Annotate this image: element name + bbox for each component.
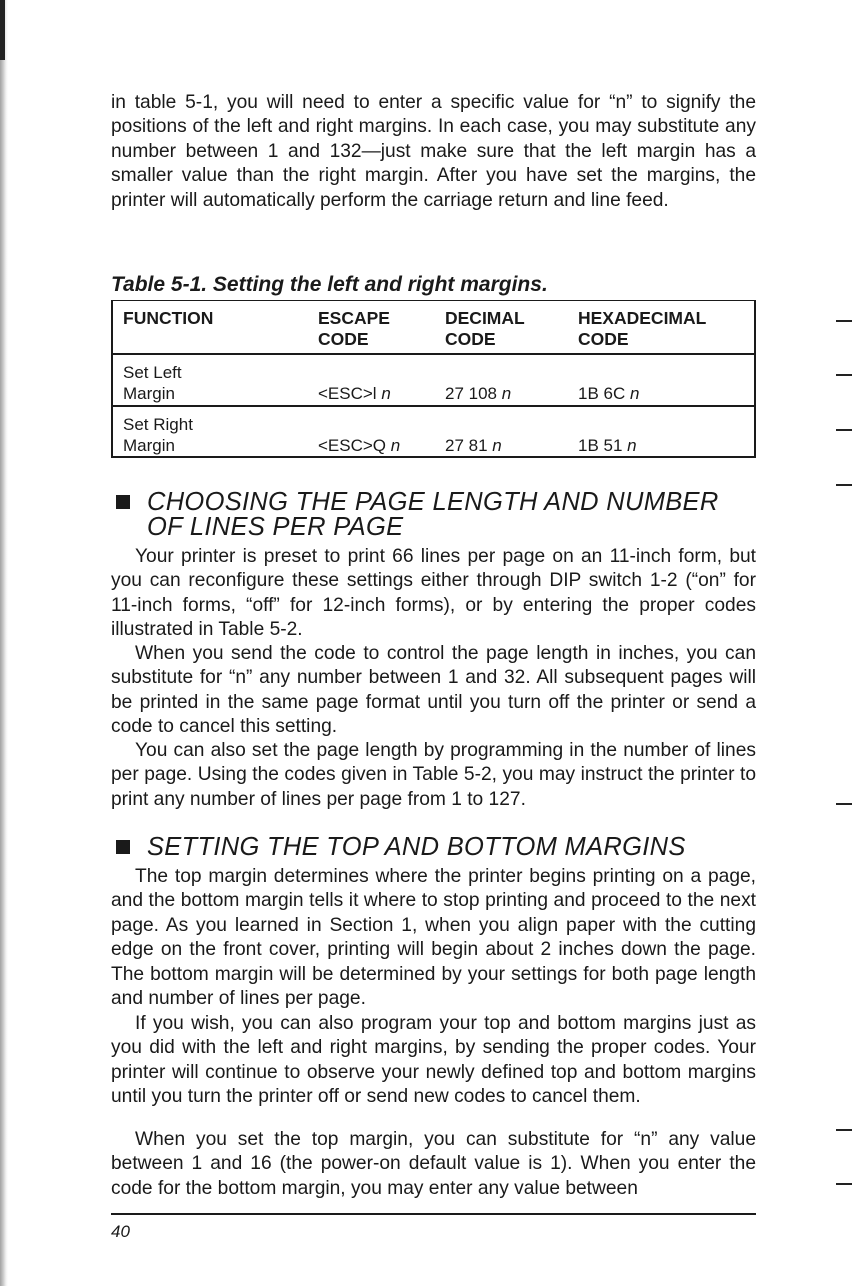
header-function (123, 308, 283, 329)
row-escape-code (318, 383, 443, 404)
hex-code-value: 1B 6C (578, 384, 626, 403)
row-function (123, 414, 283, 456)
row-decimal-code (445, 435, 575, 456)
header-decimal-line2: CODE (445, 329, 496, 349)
margin-codes-table (111, 300, 756, 458)
scan-edge-tick (836, 1129, 852, 1131)
param-n: n (501, 384, 512, 403)
decimal-code-value: 27 81 (445, 436, 488, 455)
row-function (123, 362, 283, 404)
header-decimal-line1: DECIMAL (445, 308, 525, 328)
table-row (113, 407, 754, 457)
section-bullet-icon (116, 495, 130, 509)
page-length-paragraph-1: Your printer is preset to print 66 lines per page on an 11-inch form, but you can reconfigure these settings either through DIP switch 1-2 (“on” for 11-inch forms, “off” for 12-inch forms), or by entering the proper codes illustrated in Table 5-2. (111, 546, 756, 641)
row-hex-code (578, 435, 748, 456)
escape-code-value: <ESC>Q (318, 436, 387, 455)
scan-edge-tick (836, 320, 852, 322)
top-bottom-paragraph-2: If you wish, you can also program your top and bottom margins just as you did with the left and right margins, by sending the proper codes. Your printer will continue to observe your newly defined top and bottom margins until you turn the printer off or send new codes to cancel them. (111, 1013, 756, 1108)
row-function-line2: Margin (123, 436, 175, 455)
hex-code-value: 1B 51 (578, 436, 623, 455)
row-function-line1: Set Right (123, 415, 193, 434)
heading-line2: OF LINES PER PAGE (147, 513, 404, 541)
param-n: n (627, 436, 637, 455)
scan-edge-tick (836, 803, 852, 805)
row-function-line1: Set Left (123, 363, 182, 382)
param-n: n (381, 384, 391, 403)
scan-edge-tick (836, 374, 852, 376)
scan-edge-tick (836, 1183, 852, 1185)
table-caption: Table 5-1. Setting the left and right margins. (111, 273, 548, 296)
footer-divider (111, 1213, 756, 1215)
page-number: 40 (111, 1222, 130, 1241)
header-escape-line2: CODE (318, 329, 369, 349)
heading-line1: CHOOSING THE PAGE LENGTH AND NUMBER (147, 488, 719, 516)
decimal-code-value: 27 108 (445, 384, 497, 403)
param-n: n (492, 436, 502, 455)
page-length-paragraph-2: When you send the code to control the page length in inches, you can substitute for “n” any number between 1 and 32. All subsequent pages will be printed in the same page format until you turn off the printer or send a code to cancel this setting. (111, 643, 756, 738)
page-length-paragraph-3: You can also set the page length by programming in the number of lines per page. Using the codes given in Table 5-2, you may instruct the printer to print any number of lines per page from 1 to 127. (111, 740, 756, 810)
heading-text: SETTING THE TOP AND BOTTOM MARGINS (147, 833, 686, 861)
param-n: n (629, 384, 640, 403)
param-n: n (390, 436, 401, 455)
table-row (113, 355, 754, 407)
scan-edge-shadow (0, 0, 8, 1286)
header-function-label: FUNCTION (123, 308, 214, 328)
section-bullet-icon (116, 840, 130, 854)
scan-edge-tick (836, 484, 852, 486)
row-decimal-code (445, 383, 575, 404)
row-escape-code (318, 435, 443, 456)
row-function-line2: Margin (123, 384, 175, 403)
header-hex-line1: HEXADECIMAL (578, 308, 707, 328)
header-escape-code (318, 308, 443, 350)
top-bottom-paragraph-3: When you set the top margin, you can substitute for “n” any value between 1 and 16 (the power-on default value is 1). When you enter the code for the bottom margin, you may enter any value between (111, 1129, 756, 1199)
header-escape-line1: ESCAPE (318, 308, 390, 328)
escape-code-value: <ESC>l (318, 384, 377, 403)
scan-edge-tick (836, 429, 852, 431)
header-hex-line2: CODE (578, 329, 629, 349)
intro-paragraph: in table 5-1, you will need to enter a specific value for “n” to signify the positions of the left and right margins. In each case, you may substitute any number between 1 and 132—just make sure that the left margin has a smaller value than the right margin. After you have set the margins, the printer will automatically perform the carriage return and line feed. (111, 92, 756, 211)
top-bottom-paragraph-1: The top margin determines where the printer begins printing on a page, and the bottom margin tells it where to stop printing and proceed to the next page. As you learned in Section 1, when you align paper with the cutting edge on the front cover, printing will begin about 2 inches down the page. The bottom margin will be determined by your settings for both page length and number of lines per page. (111, 866, 756, 1010)
scan-edge-mark (0, 0, 5, 60)
header-hex-code (578, 308, 748, 350)
row-hex-code (578, 383, 748, 404)
header-decimal-code (445, 308, 575, 350)
table-header-row (113, 301, 754, 355)
